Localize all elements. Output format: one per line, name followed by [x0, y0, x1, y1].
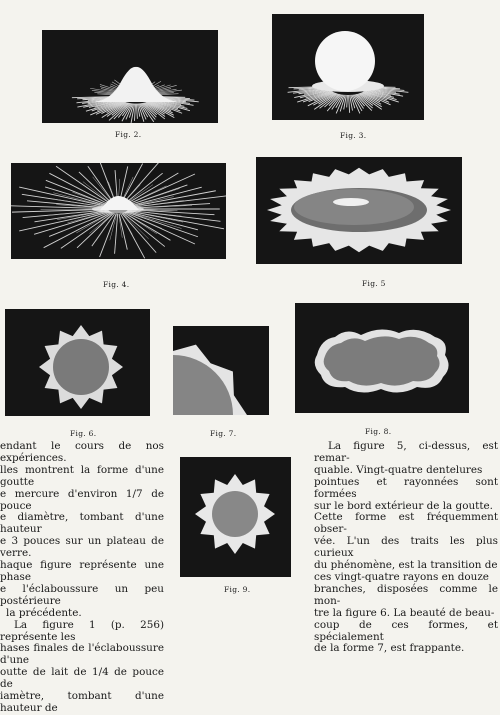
figure-8-illustration [295, 303, 469, 413]
paragraph-line: quable. Vingt-quatre dentelures [314, 463, 483, 476]
figure-9-caption: Fig. 9. [224, 585, 251, 594]
figure-9 [180, 457, 291, 577]
figure-7 [173, 326, 269, 415]
paragraph-line: Cette forme est fréquemment obser- [314, 511, 498, 536]
text-column-left [0, 441, 164, 715]
paragraph-line: de la forme 7, est frappante. [314, 642, 465, 655]
figure-2-caption: Fig. 2. [115, 130, 142, 139]
paragraph-line: pointues et rayonnées sont formées [314, 475, 498, 500]
figure-3-illustration [272, 14, 424, 120]
figure-4 [11, 163, 226, 259]
figure-8-caption: Fig. 8. [365, 427, 392, 436]
paragraph-line: tre la figure 6. La beauté de beau- [314, 606, 495, 619]
figure-8 [295, 303, 469, 413]
figure-5-illustration [256, 157, 462, 264]
figure-5 [256, 157, 462, 264]
paragraph-line: hases finales de l'éclaboussure d'une [0, 642, 164, 667]
paragraph-line: branches, disposées comme le mon- [314, 582, 498, 607]
figure-6 [5, 309, 150, 416]
paragraph-line: endant le cours de nos expériences. [0, 440, 164, 464]
paragraph-line: La figure 1 (p. 256) représente les [0, 618, 164, 643]
paragraph-line: sur le bord extérieur de la goutte. [314, 499, 493, 512]
figure-6-caption: Fig. 6. [70, 429, 97, 438]
text-column-right [314, 441, 498, 655]
figure-9-illustration [180, 457, 291, 577]
figure-3-caption: Fig. 3. [340, 131, 367, 140]
paragraph-line: e mercure d'environ 1/7 de pouce [0, 487, 164, 512]
figure-2 [42, 30, 218, 123]
paragraph-line: e l'éclaboussure un peu postérieure [0, 582, 164, 607]
paragraph-line: la précédente. [6, 606, 82, 619]
figure-2-illustration [42, 30, 218, 123]
paragraph-line: ces vingt-quatre rayons en douze [314, 570, 489, 583]
paragraph-line: du phénomène, est la transition de [314, 559, 498, 572]
paragraph-line: haque figure représente une phase [0, 559, 164, 583]
paragraph-line: outte de lait de 1/4 de pouce de [0, 666, 164, 691]
figure-3 [272, 14, 424, 120]
paragraph-line: lles montrent la forme d'une goutte [0, 463, 164, 488]
paragraph-line: iamètre, tombant d'une hauteur de [0, 690, 164, 714]
paragraph-line: e diamètre, tombant d'une hauteur [0, 511, 164, 536]
figure-7-illustration [173, 326, 269, 415]
figure-5-caption: Fig. 5 [362, 279, 386, 288]
paragraph-line: e 3 pouces sur un plateau de verre. [0, 535, 164, 560]
figure-4-illustration [11, 163, 226, 259]
paragraph-line: coup de ces formes, et spécialement [314, 618, 498, 643]
figure-7-caption: Fig. 7. [210, 429, 237, 438]
paragraph-line: La figure 5, ci-dessus, est remar- [314, 440, 498, 464]
figure-6-illustration [5, 309, 150, 416]
figure-4-caption: Fig. 4. [103, 280, 130, 289]
paragraph-line: vée. L'un des traits les plus curieux [314, 535, 498, 560]
